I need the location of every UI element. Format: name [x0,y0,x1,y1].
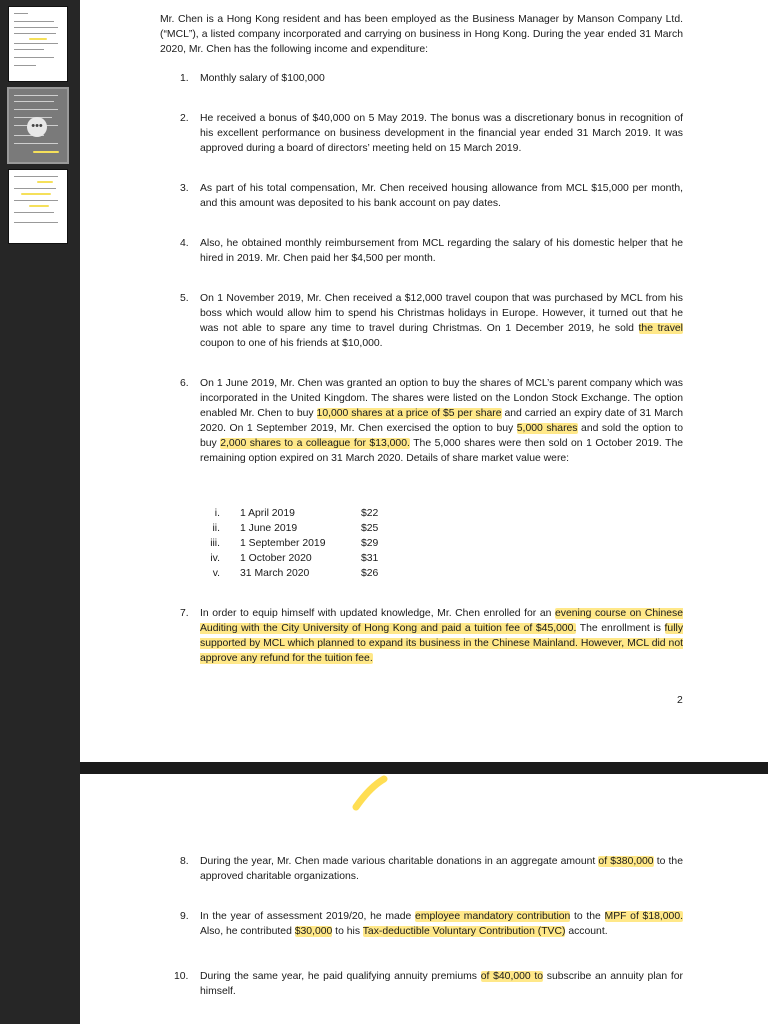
highlight: 5,000 shares [516,423,578,434]
highlight: MPF of $18,000. [604,911,683,922]
item-text: As part of his total compensation, Mr. Chen received housing allowance from MCL $15,000 per month, and this amount was deposited to his bank account on pay dates. [200,183,683,209]
highlighter-stroke [350,775,390,813]
item-number: 1. [180,73,189,84]
highlight: evening course on Chinese Auditing with the City University of Hong Kong and paid a tuition fee of $45,000. [200,608,683,634]
item-number: 3. [180,183,189,194]
item-text: On 1 November 2019, Mr. Chen received a $12,000 travel coupon that was purchased by MCL from his boss which would allow him to spend his Christmas holidays in Europe. However, it turned out that he was not able to spare any time to travel during Christmas. On 1 December 2019, he sold the travel coupon to one of his friends at $10,000. [200,293,683,349]
intro-paragraph: Mr. Chen is a Hong Kong resident and has been employed as the Business Manager by Manson Company Ltd. (“MCL”), a listed company incorporated and carrying on business in Hong Kong. During the year ended 31 March 2020, Mr. Chen has the following income and expenditure: [160,14,683,55]
highlight: fully supported by MCL which planned to expand its business in the Chinese Mainland. However, MCL did not approve any refund for the tuition fee. [200,623,684,664]
highlight: employee mandatory contribution [415,911,571,922]
page-separator [80,762,768,774]
item-text: On 1 June 2019, Mr. Chen was granted an option to buy the shares of MCL’s parent company which was incorporated in the United Kingdom. The shares were listed on the London Stock Exchange. The option enabled Mr. Chen to buy 10,000 shares at a price of $5 per share and carried an expiry date of 31 March 2020. On 1 September 2019, Mr. Chen exercised the option to buy 5,000 shares and sold the option to buy 2,000 shares to a colleague for $13,000. The 5,000 shares were then sold on 1 October 2019. The remaining option expired on 31 March 2020. Details of share market value were: [200,378,684,464]
item-number: 7. [180,608,189,619]
item-number: 6. [180,378,189,389]
item-number: 2. [180,113,189,124]
item-number: 10. [174,971,189,982]
more-options-button[interactable]: ••• [27,117,47,137]
item-text: Also, he obtained monthly reimbursement from MCL regarding the salary of his domestic helper that he hired in 2019. Mr. Chen paid her $4,500 per month. [200,238,683,264]
item-text: During the year, Mr. Chen made various charitable donations in an aggregate amount of $380,000 to the approved charitable organizations. [200,856,683,882]
item-number: 4. [180,238,189,249]
page-number: 2 [677,695,683,706]
item-text: Monthly salary of $100,000 [200,73,325,84]
item-text: In the year of assessment 2019/20, he made employee mandatory contribution to the MPF of $18,000. Also, he contributed $30,000 to his Tax-deductible Voluntary Contribution (TVC) account. [200,911,683,937]
highlight: $30,000 [294,926,333,937]
document-page [80,774,768,1024]
item-text: He received a bonus of $40,000 on 5 May 2019. The bonus was a discretionary bonus in recognition of his excellent performance on business development in the financial year ended 31 March 2019. It was approved during a board of directors’ meeting held on 15 March 2019. [200,113,683,154]
highlight: the travel [638,323,683,334]
highlight: 2,000 shares to a colleague for $13,000. [220,438,410,449]
highlight: of $380,000 [598,856,654,867]
item-text: In order to equip himself with updated knowledge, Mr. Chen enrolled for an evening course on Chinese Auditing with the City University of Hong Kong and paid a tuition fee of $45,000. The enrollment is fully supported by MCL which planned to expand its business in the Chinese Mainland. However, MCL did not approve any refund for the tuition fee. [200,608,684,664]
page-thumbnail-3[interactable] [9,170,67,243]
item-number: 9. [180,911,189,922]
highlight: Tax-deductible Voluntary Contribution (TVC) [362,926,566,937]
item-number: 5. [180,293,189,304]
item-text: During the same year, he paid qualifying annuity premiums of $40,000 to subscribe an annuity plan for himself. [200,971,683,997]
thumbnail-sidebar [0,0,80,1024]
highlight: 10,000 shares at a price of $5 per share [316,408,502,419]
document-page: Mr. Chen is a Hong Kong resident and has been employed as the Business Manager by Manson Company Ltd. (“MCL”), a listed company incorporated and carrying on business in Hong Kong. During the year ended 31 March 2020, Mr. Chen has the following income and expenditure: 1. Monthly salary of $100,000 2. He received a bonus of $40,000 on 5 May 2019. The bonus was a discretionary bonus in recognition of his excellent performance on business development in the financial year ended 31 March 2019. It was approved during a board of directors’ meeting held on 15 March 2019. 3. As part of his total compensation, Mr. Chen received housing allowance from MCL $15,000 per month, and this amount was deposited to his bank account on pay dates. 4. Also, he obtained monthly reimbursement from MCL regarding the salary of his domestic helper that he hired in 2019. Mr. Chen paid her $4,500 per month. 5. On 1 November 2019, Mr. Chen received a $12,000 travel coupon that was purchased by MCL from his boss which would allow him to spend his Christmas holidays in Europe. However, it turned out that he was not able to spare any time to travel during Christmas. On 1 December 2019, he sold the travel coupon to one of his friends at $10,000. 6. On 1 June 2019, Mr. Chen was granted an option to buy the shares of MCL’s parent company which was incorporated in the United Kingdom. The shares were listed on the London Stock Exchange. The option enabled Mr. Chen to buy 10,000 shares at a price of $5 per share and carried an expiry date of 31 March 2020. On 1 September 2019, Mr. Chen exercised the option to buy 5,000 shares and sold the option to buy 2,000 shares to a colleague for $13,000. The 5,000 shares were then sold on 1 October 2019. The remaining option expired on 31 March 2020. Details of share market value were: i. 1 April 2019 $22 ii. 1 June 2019 $25 iii. 1 September 2019 $29 iv. 1 October 2020 $31 v. 31 March 2020 $26 7. In order to equip himself with updated knowledge, Mr. Chen enrolled for an evening course on Chinese Auditing with the City University of Hong Kong and paid a tuition fee of $45,000. The enrollment is fully supported by MCL which planned to expand its business in the Chinese Mainland. However, MCL did not approve any refund for the tuition fee. 2 [80,0,768,762]
item-number: 8. [180,856,189,867]
highlight: of $40,000 to [480,971,544,982]
page-thumbnail-1[interactable] [9,7,67,81]
